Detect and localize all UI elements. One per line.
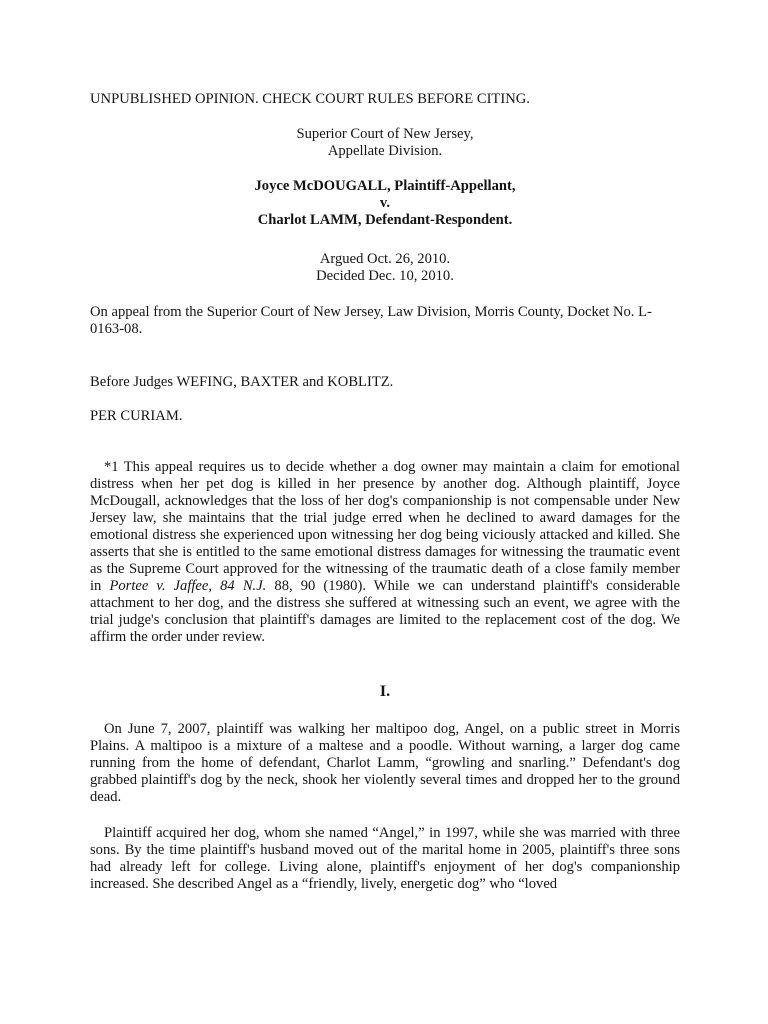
intro-text-2: 88, 90 (1980). While we can understand plaintiff's considerable attachment to her dog, and the distress she suffered at witnessing such an event, we agree with the trial judge's conclusion that plaintiff's damages are limited to the replacement cost of the dog. We affirm the order under review. [90, 578, 680, 645]
unpublished-notice: UNPUBLISHED OPINION. CHECK COURT RULES BEFORE CITING. [90, 91, 530, 107]
per-curiam-label: PER CURIAM. [90, 408, 183, 424]
case-citation-reporter: 84 N.J. [212, 578, 267, 594]
court-block [90, 126, 680, 160]
plaintiff-party: Joyce McDOUGALL, Plaintiff-Appellant, [254, 178, 516, 194]
judges-line: Before Judges WEFING, BAXTER and KOBLITZ. [90, 374, 394, 390]
section-heading: I. [379, 683, 391, 700]
defendant-party: Charlot LAMM, Defendant-Respondent. [257, 212, 513, 228]
versus-label: v. [379, 195, 391, 211]
facts-paragraph: On June 7, 2007, plaintiff was walking her maltipoo dog, Angel, on a public street in Morris Plains. A maltipoo is a mixture of a maltese and a poodle. Without warning, a larger dog came running from the home of defendant, Charlot Lamm, “growling and snarling.” Defendant's dog grabbed plaintiff's dog by the neck, shook her violently several times and dropped her to the ground dead. [90, 721, 680, 805]
court-division: Appellate Division. [327, 143, 443, 159]
intro-paragraph [90, 459, 680, 646]
case-citation-name: Portee v. Jaffee, [109, 578, 213, 594]
history-paragraph: Plaintiff acquired her dog, whom she named “Angel,” in 1997, while she was married with three sons. By the time plaintiff's husband moved out of the marital home in 2005, plaintiff's three sons had already left for college. Living alone, plaintiff's enjoyment of her dog's companionship increased. She described Angel as a “friendly, lively, energetic dog” who “loved [90, 825, 680, 892]
case-caption [90, 178, 680, 229]
argued-date: Argued Oct. 26, 2010. [319, 251, 451, 267]
decided-date: Decided Dec. 10, 2010. [316, 268, 454, 284]
court-name: Superior Court of New Jersey, [296, 126, 474, 142]
case-dates [90, 251, 680, 285]
appeal-from-line: On appeal from the Superior Court of New Jersey, Law Division, Morris County, Docket No. L-0163-08. [90, 304, 652, 337]
intro-text-1: *1 This appeal requires us to decide whether a dog owner may maintain a claim for emotional distress when her pet dog is killed in her presence by another dog. Although plaintiff, Joyce McDougall, acknowledges that the loss of her dog's companionship is not compensable under New Jersey law, she maintains that the trial judge erred when he declined to award damages for the emotional distress she experienced upon witnessing her dog being viciously attacked and killed. She asserts that she is entitled to the same emotional distress damages for witnessing the traumatic event as the Supreme Court approved for the witnessing of the traumatic death of a close family member in [90, 459, 680, 594]
